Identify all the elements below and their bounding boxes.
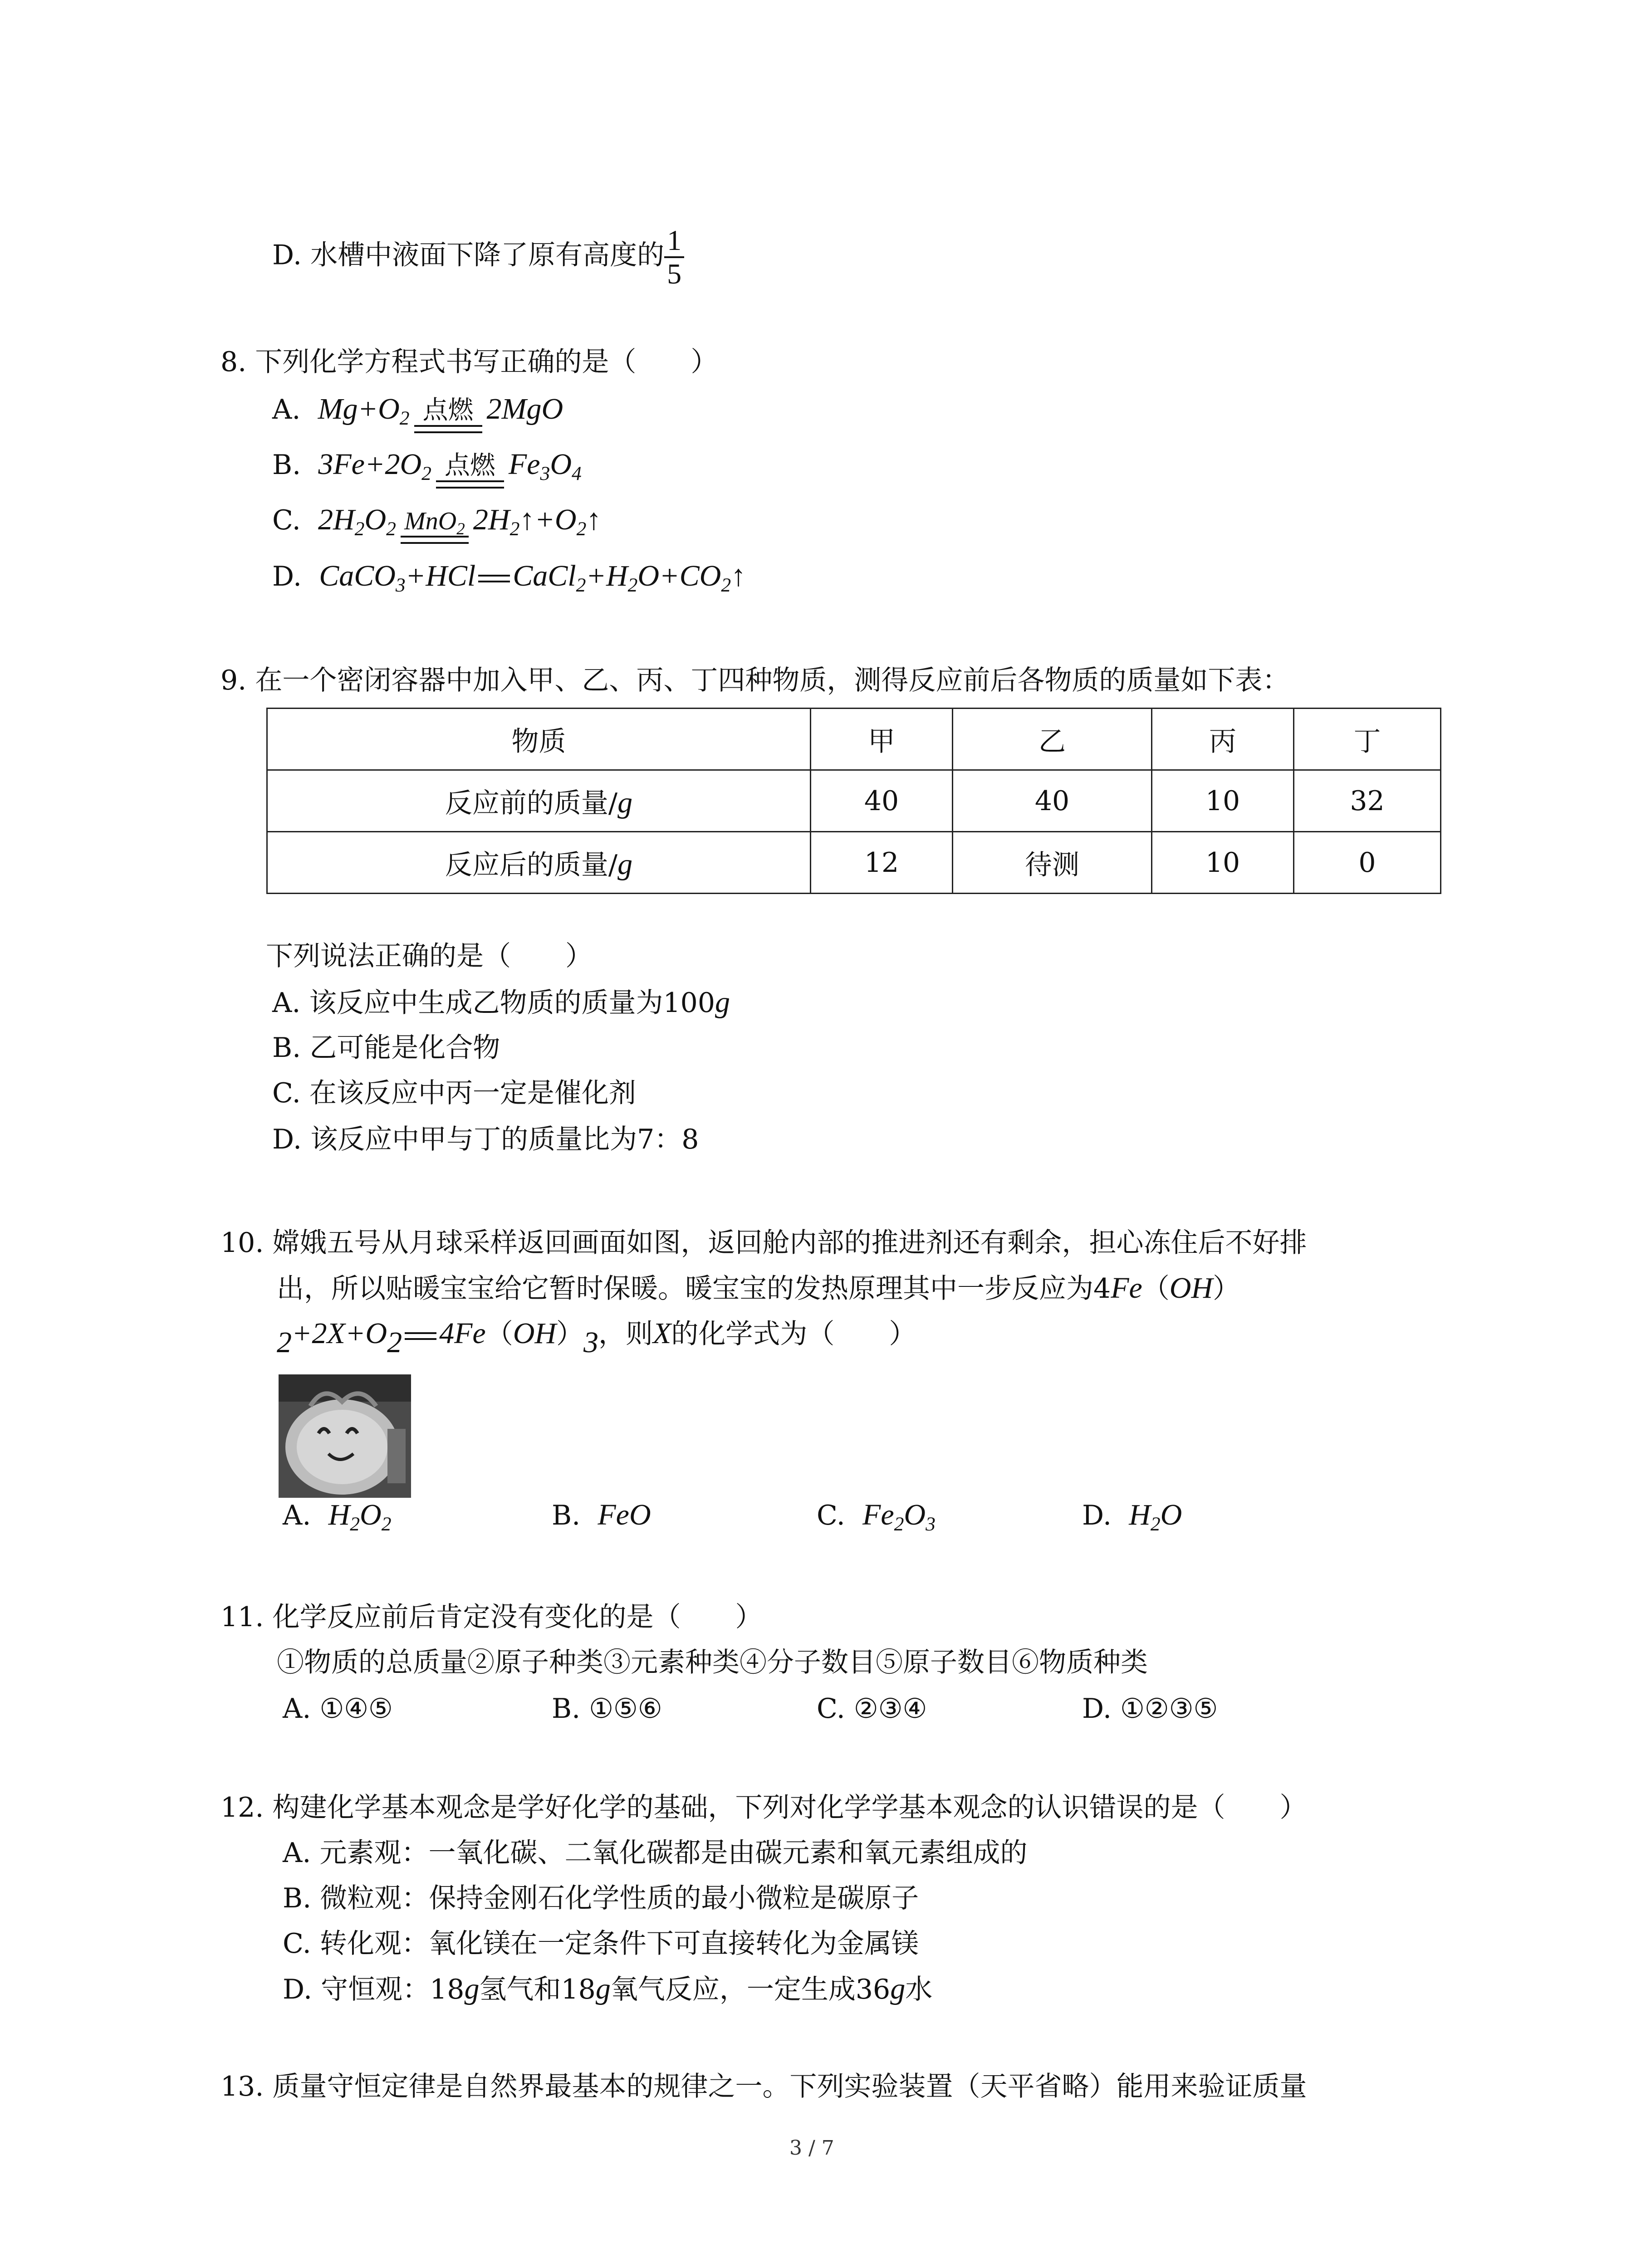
table-row-label: 反应后的质量/g [267, 832, 811, 894]
q9-option-d: D. 该反应中甲与丁的质量比为7：8 [272, 1124, 699, 1155]
table-header-cell: 甲 [811, 709, 953, 770]
option-label: A. [272, 394, 301, 425]
table-header-cell: 物质 [267, 709, 811, 770]
equation-b: $3Fe+2O_2$ [318, 448, 431, 485]
table-cell: 12 [811, 832, 953, 894]
q13-stem: 13. 质量守恒定律是自然界最基本的规律之一。下列实验装置（天平省略）能用来验证质量 [220, 2071, 1307, 2102]
equals-sign [405, 1332, 436, 1340]
table-cell: 40 [953, 770, 1152, 832]
equation-a: $Mg+O_2$ [318, 392, 410, 430]
option-label: D. [272, 561, 302, 592]
q12-option-c: C. 转化观：氧化镁在一定条件下可直接转化为金属镁 [283, 1928, 919, 1960]
table-cell: 10 [1152, 832, 1294, 894]
equals-sign [478, 575, 510, 582]
q9-option-c: C. 在该反应中丙一定是催化剂 [272, 1077, 636, 1109]
q11-option-b: B. ①⑤⑥ [552, 1693, 662, 1725]
equation-c: $2H_2O_2$ [318, 503, 396, 540]
table-row [267, 832, 1441, 894]
change-5-capsule-photo [279, 1374, 411, 1498]
condition-ignite: 点燃 [414, 397, 482, 433]
q8-option-d [272, 558, 746, 595]
table-header-cell: 丁 [1294, 709, 1441, 770]
q11-stem: 11. 化学反应前后肯定没有变化的是（ ） [220, 1601, 763, 1633]
option-label: C. [272, 504, 301, 536]
q10-line-3: $_2+2X+O_2$ $4Fe(OH)_3$，则X的化学式为（ ） [277, 1317, 916, 1359]
q11-option-d: D. ①②③⑤ [1082, 1693, 1218, 1725]
q12-option-d: D. 守恒观：18g氢气和18g氧气反应，一定生成36g水 [283, 1972, 933, 2005]
condition-catalyst: MnO$_2$ [401, 508, 469, 544]
q9-stem: 9. 在一个密闭容器中加入甲、乙、丙、丁四种物质，测得反应前后各物质的质量如下表： [220, 665, 1290, 696]
table-cell: 0 [1294, 832, 1441, 894]
q10-option-c: C. $Fe_2O_3$ [817, 1498, 936, 1535]
q12-stem: 12. 构建化学基本观念是学好化学的基础，下列对化学学基本观念的认识错误的是（ ） [220, 1792, 1307, 1823]
table-header-cell: 丙 [1152, 709, 1294, 770]
q8-option-c [272, 502, 601, 544]
mass-table [266, 708, 1441, 894]
fraction-denominator: 5 [667, 258, 682, 290]
equation-d-product: $CaCl_2+H_2O+CO_2↑$ [513, 559, 746, 596]
table-cell: 40 [811, 770, 953, 832]
q10-line-2: 出，所以贴暖宝宝给它暂时保暖。暖宝宝的发热原理其中一步反应为4Fe（OH） [277, 1271, 1240, 1305]
table-header-cell: 乙 [953, 709, 1152, 770]
page-number: 3 / 7 [789, 2136, 834, 2160]
capsule-photo-illustration [279, 1374, 411, 1498]
condition-ignite: 点燃 [436, 452, 504, 489]
q10-option-d: D. $H_2O$ [1082, 1498, 1182, 1535]
q11-items: ①物质的总质量②原子种类③元素种类④分子数目⑤原子数目⑥物质种类 [277, 1647, 1148, 1678]
q11-option-a: A. ①④⑤ [283, 1693, 393, 1725]
q10-option-a: A. $H_2O_2$ [283, 1498, 392, 1535]
equation-c-product: $2H_2↑+O_2↑$ [473, 503, 602, 540]
equation-d: CaCO$_3$+HCl [319, 559, 476, 596]
table-row [267, 770, 1441, 832]
q11-option-c: C. ②③④ [817, 1693, 927, 1725]
table-row-label: 反应前的质量/g [267, 770, 811, 832]
q8-option-a [272, 391, 563, 433]
q9-option-a: A. 该反应中生成乙物质的质量为100g [272, 986, 730, 1019]
table-header-row [267, 709, 1441, 770]
table-cell: 32 [1294, 770, 1441, 832]
fraction-numerator: 1 [664, 225, 684, 258]
q8-option-b [272, 446, 582, 489]
q7-option-d-text: D. 水槽中液面下降了原有高度的 [272, 239, 665, 271]
q12-option-a: A. 元素观：一氧化碳、二氧化碳都是由碳元素和氧元素组成的 [283, 1837, 1028, 1869]
equation-b-product: $Fe_3O_4$ [508, 448, 582, 485]
q9-option-b: B. 乙可能是化合物 [272, 1032, 500, 1064]
q8-stem: 8. 下列化学方程式书写正确的是（ ） [220, 346, 718, 378]
q10-option-b: B. FeO [552, 1498, 651, 1531]
q7-option-d [272, 225, 684, 290]
table-cell: 10 [1152, 770, 1294, 832]
fraction-one-fifth [664, 225, 684, 290]
q12-option-b: B. 微粒观：保持金刚石化学性质的最小微粒是碳原子 [283, 1882, 919, 1914]
q10-line-1: 10. 嫦娥五号从月球采样返回画面如图，返回舱内部的推进剂还有剩余，担心冻住后不好排 [220, 1227, 1307, 1259]
option-label: B. [272, 449, 301, 481]
equation-a-product: 2MgO [486, 392, 563, 425]
q9-prompt: 下列说法正确的是（ ） [266, 940, 593, 972]
table-cell: 待测 [953, 832, 1152, 894]
